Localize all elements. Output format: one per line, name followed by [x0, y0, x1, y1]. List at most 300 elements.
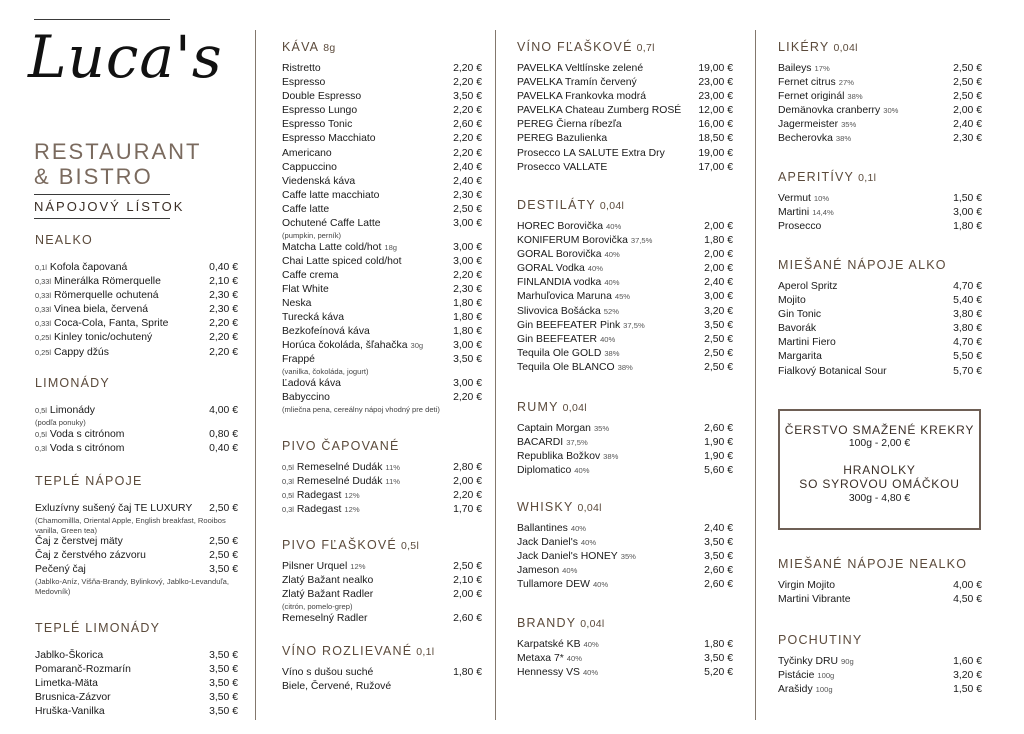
menu-item-name-wrap: [35, 705, 105, 719]
menu-item-name-wrap: [282, 503, 360, 517]
menu-item-price: 3,00 €: [453, 255, 482, 267]
section-title: [35, 231, 238, 249]
section-teple-napoje: [35, 472, 238, 596]
menu-item: [282, 189, 482, 203]
menu-item-name: Prosecco LA SALUTE Extra Dry: [517, 147, 665, 159]
menu-item-detail: 38%: [847, 92, 863, 102]
menu-item: [35, 442, 238, 456]
menu-item: [778, 365, 982, 379]
section-title: [282, 38, 482, 56]
menu-item-detail: 45%: [614, 292, 631, 302]
menu-item-name-wrap: [778, 294, 806, 308]
menu-item-price: 2,50 €: [953, 91, 982, 103]
menu-item-name: Ristretto: [282, 63, 321, 74]
menu-item: [282, 118, 482, 132]
menu-item-name: Coca-Cola, Fanta, Sprite: [54, 318, 169, 330]
menu-item-name: Bezkofeínová káva: [282, 326, 370, 338]
menu-item-name: BACARDI: [517, 437, 564, 449]
menu-item-price: 3,00 €: [453, 241, 482, 253]
menu-item-price: 5,60 €: [704, 465, 733, 477]
menu-item: [35, 261, 238, 275]
section-title: [35, 619, 238, 637]
menu-item-price: 3,00 €: [453, 218, 482, 230]
section-title-text: DESTILÁTY: [517, 198, 596, 212]
menu-item-name: Gin BEEFEATER Pink: [517, 319, 621, 331]
menu-item-detail: 27%: [838, 78, 854, 88]
section-aperitivy: [778, 168, 982, 234]
menu-item-name-wrap: [517, 276, 620, 290]
menu-item-name: Baileys: [778, 63, 812, 74]
menu-item: [778, 350, 982, 364]
menu-item-name: Vinea biela, červená: [54, 304, 148, 316]
menu-item: [778, 76, 982, 90]
menu-item-name: Tullamore DEW: [517, 579, 590, 591]
section-title-text: PIVO FĽAŠKOVÉ: [282, 538, 397, 552]
menu-item: [778, 118, 982, 132]
menu-item-name: Fernet originál: [778, 91, 845, 103]
menu-item-detail: 35%: [841, 120, 857, 130]
section-title-text: NEALKO: [35, 233, 93, 247]
menu-item-name-wrap: [35, 535, 123, 549]
menu-item-name-wrap: [282, 339, 423, 353]
menu-item-price: 3,50 €: [704, 653, 733, 665]
section-volume: 0,04l: [580, 618, 605, 630]
menu-item-name: Espresso: [282, 77, 326, 89]
section-pivo-flaskove: [282, 536, 482, 626]
section-title: [778, 631, 982, 649]
menu-item-name: Ľadová káva: [282, 377, 341, 389]
menu-item-name-wrap: [282, 612, 367, 626]
menu-item-note: (pumpkin, perník): [282, 231, 342, 241]
menu-item-detail: 40%: [582, 668, 599, 678]
menu-item-name: Frappé: [282, 354, 315, 366]
menu-item-detail: 40%: [600, 334, 616, 344]
section-title-text: KÁVA: [282, 40, 320, 54]
menu-item-name: Metaxa 7*: [517, 653, 564, 665]
menu-item-name-wrap: [517, 104, 681, 118]
menu-item-note: (Chamomillla, Oriental Apple, English breakfast, Rooibos vanilla, Green tea): [35, 516, 226, 535]
section-title-text: MIEŠANÉ NÁPOJE ALKO: [778, 258, 947, 272]
menu-item: [282, 161, 482, 175]
menu-item: [778, 655, 982, 669]
menu-item: [35, 549, 238, 563]
section-title-text: PIVO ČAPOVANÉ: [282, 439, 400, 453]
menu-item-detail: 38%: [617, 362, 633, 372]
section-volume: 0,5l: [400, 540, 420, 552]
menu-item-name: Jack Daniel's: [517, 537, 578, 549]
menu-item-name-wrap: [282, 574, 373, 588]
menu-item-name-wrap: [778, 62, 830, 76]
menu-item-price: 2,20 €: [453, 133, 482, 145]
menu-item-name-wrap: [778, 132, 851, 146]
logo-script-name: Luca's: [28, 23, 223, 91]
logo-bistro: & BISTRO: [34, 164, 153, 189]
menu-item-name-wrap: [282, 132, 376, 146]
menu-item-price: 2,60 €: [704, 579, 733, 591]
menu-item-price: 2,20 €: [209, 332, 238, 344]
menu-item-name: Turecká káva: [282, 312, 344, 323]
special-crackers-price: 100g - 2,00 €: [848, 438, 911, 449]
menu-item-price: 1,70 €: [453, 504, 482, 516]
menu-item-price: 2,60 €: [453, 612, 482, 624]
menu-item-name-wrap: [282, 680, 391, 694]
menu-item-price: 2,30 €: [453, 189, 482, 201]
menu-item-price: 3,50 €: [209, 650, 238, 661]
section-title: [35, 472, 238, 490]
menu-item-name-wrap: [517, 536, 596, 550]
menu-item-price: 2,20 €: [453, 147, 482, 159]
menu-item-price: 1,80 €: [953, 221, 982, 233]
menu-item-price: 0,40 €: [209, 442, 238, 454]
menu-item-name: Römerquelle ochutená: [54, 290, 159, 302]
menu-item-name: Chai Latte spiced cold/hot: [282, 255, 402, 267]
menu-item-name-wrap: [35, 303, 148, 317]
menu-item-price: 23,00 €: [698, 91, 733, 103]
menu-item: [517, 290, 733, 304]
menu-item-name-wrap: [517, 436, 588, 450]
menu-item-price: 3,50 €: [704, 319, 733, 331]
menu-item-name: Martini: [778, 207, 810, 219]
menu-item-name: Horúca čokoláda, šľahačka: [282, 340, 408, 352]
menu-item-price: 4,00 €: [953, 580, 982, 591]
menu-item-price: 2,50 €: [704, 361, 733, 373]
menu-item-price: 2,00 €: [453, 476, 482, 488]
menu-item-name-wrap: [517, 90, 646, 104]
section-volume: 0,1l: [416, 646, 435, 658]
menu-item-price: 2,00 €: [453, 589, 482, 601]
menu-item-price: 3,00 €: [953, 207, 982, 219]
menu-item-name: Vermut: [778, 193, 811, 204]
logo-restaurant: RESTAURANT: [34, 139, 202, 164]
menu-item-price: 2,20 €: [209, 318, 238, 330]
menu-item-name: Fialkový Botanical Sour: [778, 365, 887, 377]
menu-item-detail: 35%: [593, 424, 610, 433]
column-divider-3: [755, 30, 756, 720]
menu-item: [282, 90, 482, 104]
menu-item-name: Bavorák: [778, 323, 817, 335]
menu-item-volume: 0,33l: [35, 277, 52, 287]
section-title-text: BRANDY: [517, 616, 577, 630]
menu-item-detail: 40%: [592, 580, 609, 590]
menu-item-price: 1,80 €: [704, 235, 733, 247]
menu-item-name-wrap: [517, 248, 620, 262]
menu-item-name-wrap: [778, 593, 851, 607]
menu-item: [282, 241, 482, 255]
menu-item: [282, 76, 482, 90]
menu-item: [517, 347, 733, 361]
menu-item: [35, 677, 238, 691]
menu-item-name: Caffe latte: [282, 203, 330, 215]
menu-item-name-wrap: [35, 331, 152, 345]
menu-item-name: Hruška-Vanilka: [35, 706, 105, 718]
menu-item-price: 5,20 €: [704, 667, 733, 679]
menu-item-name: Espresso Tonic: [282, 119, 353, 131]
menu-item: [282, 104, 482, 118]
menu-item-price: 0,40 €: [209, 262, 238, 273]
menu-item-price: 4,70 €: [953, 281, 982, 292]
menu-item-name: Cappuccino: [282, 161, 337, 173]
menu-item: [778, 192, 982, 206]
menu-item-name: GORAL Vodka: [517, 263, 585, 275]
menu-item-price: 3,00 €: [704, 291, 733, 303]
menu-item-volume: 0,33l: [35, 291, 52, 301]
menu-item-detail: 40%: [574, 466, 590, 476]
menu-item-price: 2,30 €: [453, 283, 482, 295]
menu-item: [282, 297, 482, 311]
menu-item-name-wrap: [282, 283, 329, 297]
menu-item-name: PEREG Bazulienka: [517, 133, 608, 145]
menu-item-volume: 0,25l: [35, 347, 52, 357]
menu-item-name-wrap: [517, 147, 665, 161]
menu-item: [778, 593, 982, 607]
menu-item-price: 12,00 €: [698, 105, 733, 117]
menu-item: [778, 104, 982, 118]
menu-item: [282, 503, 482, 517]
menu-item-name: Prosecco: [778, 221, 822, 233]
menu-item-name: Kinley tonic/ochutený: [54, 332, 153, 344]
menu-item-name-wrap: [282, 203, 329, 217]
menu-item-name-wrap: [517, 550, 636, 564]
special-crackers-title: ČERSTVO SMAŽENÉ KREKRY: [784, 423, 975, 437]
menu-item: [35, 303, 238, 317]
menu-item: [517, 62, 733, 76]
special-fries-price: 300g - 4,80 €: [848, 493, 911, 504]
menu-item-name-wrap: [282, 560, 365, 574]
menu-item: [282, 203, 482, 217]
menu-item-note: (podľa ponuky): [35, 418, 86, 428]
menu-item-name: Ochutené Caffe Latte: [282, 218, 381, 230]
menu-item-volume: 0,3l: [282, 505, 294, 515]
section-title-text: VÍNO ROZLIEVANÉ: [282, 644, 413, 658]
menu-item: [517, 90, 733, 104]
menu-item-name-wrap: [517, 76, 637, 90]
menu-item-name: Babyccino: [282, 391, 330, 403]
menu-item-price: 23,00 €: [698, 77, 733, 89]
menu-item-note: (Jablko-Aníz, Višňa-Brandy, Bylinkový, Jablko-Levanduľa, Medovník): [35, 577, 229, 596]
menu-item-name-wrap: [517, 220, 621, 234]
menu-item-price: 2,00 €: [953, 105, 982, 117]
menu-item: [517, 422, 733, 436]
menu-item-price: 19,00 €: [698, 147, 733, 159]
menu-item-volume: 0,5l: [282, 463, 294, 472]
menu-item-name-wrap: [35, 442, 124, 456]
menu-item-name: Jack Daniel's HONEY: [517, 551, 618, 563]
section-title-text: APERITÍVY: [778, 170, 855, 184]
menu-item-name-wrap: [282, 118, 352, 132]
menu-item: [282, 489, 482, 503]
menu-item-detail: 38%: [835, 134, 852, 144]
menu-item-name-wrap: [517, 234, 652, 248]
menu-item: [517, 536, 733, 550]
menu-item-name: Limonády: [49, 405, 95, 416]
menu-item-name-wrap: [35, 404, 95, 418]
menu-item-volume: 0,5l: [282, 491, 294, 501]
menu-item-price: 5,40 €: [953, 295, 982, 307]
section-brandy: [517, 614, 733, 680]
menu-item-price: 2,50 €: [953, 63, 982, 74]
menu-item-name: Double Espresso: [282, 91, 362, 103]
menu-item-name-wrap: [35, 428, 124, 442]
section-title: [778, 38, 982, 56]
menu-item-name: Tyčinky DRU: [778, 656, 839, 667]
menu-item-name-wrap: [35, 649, 103, 663]
menu-item-detail: 90g: [841, 657, 854, 666]
menu-item-note: (vanilka, čokoláda, jogurt): [282, 367, 369, 377]
menu-item-name-wrap: [778, 90, 863, 104]
menu-item: [282, 574, 482, 588]
section-teple-limonady: [35, 619, 238, 719]
menu-item-price: 1,50 €: [953, 684, 982, 696]
menu-item-detail: 37,5%: [630, 236, 653, 246]
menu-item-detail: 100g: [815, 685, 833, 695]
menu-item-price: 2,40 €: [704, 277, 733, 289]
menu-item: [35, 289, 238, 303]
menu-item: [517, 578, 733, 592]
menu-item-name-wrap: [778, 322, 816, 336]
section-miesane-alko: [778, 256, 982, 379]
menu-item-name-wrap: [517, 564, 577, 578]
menu-item-note: (mliečna pena, cereálny nápoj vhodný pre deti): [282, 404, 440, 414]
menu-item: [778, 683, 982, 697]
special-fries-title: HRANOLKY: [843, 463, 916, 477]
menu-item-name: Captain Morgan: [517, 423, 591, 434]
menu-item-detail: 38%: [604, 348, 620, 358]
menu-item-price: 19,00 €: [698, 63, 733, 74]
menu-item-name: Aperol Spritz: [778, 281, 838, 292]
menu-item: [282, 147, 482, 161]
menu-item-name: PAVELKA Veltlínske zelené: [517, 63, 644, 74]
section-title-text: MIEŠANÉ NÁPOJE NEALKO: [778, 557, 968, 571]
menu-item-name-wrap: [282, 255, 402, 269]
menu-item-name-wrap: [282, 189, 379, 203]
menu-item-name-wrap: [282, 62, 321, 76]
menu-item-price: 1,80 €: [453, 667, 482, 678]
menu-item: [517, 276, 733, 290]
menu-item-name-wrap: [778, 192, 829, 206]
menu-item-name-wrap: [517, 464, 590, 478]
menu-item-name-wrap: [35, 677, 98, 691]
menu-item: [517, 550, 733, 564]
section-title: [778, 168, 982, 186]
menu-item-name: Demänovka cranberry: [778, 105, 881, 117]
menu-item-name: PAVELKA Tramín červený: [517, 77, 637, 89]
menu-item-name-wrap: [517, 450, 618, 464]
menu-item-name: Minerálka Römerquelle: [54, 276, 161, 288]
menu-item: [35, 535, 238, 549]
menu-item: [282, 353, 482, 367]
menu-item-price: 2,20 €: [453, 269, 482, 281]
menu-item-price: 2,10 €: [209, 276, 238, 288]
menu-item-detail: 35%: [620, 552, 636, 562]
menu-item-name-wrap: [778, 76, 854, 90]
menu-item: [517, 436, 733, 450]
section-title: [778, 256, 982, 274]
menu-item: [517, 161, 733, 175]
menu-item-name: Margarita: [778, 351, 822, 363]
menu-item-name: Espresso Lungo: [282, 105, 358, 117]
menu-item-price: 3,50 €: [209, 692, 238, 704]
menu-item-price: 2,40 €: [953, 119, 982, 131]
section-rumy: [517, 398, 733, 478]
section-title: [282, 536, 482, 554]
menu-item-name: GORAL Borovička: [517, 249, 602, 261]
menu-item-detail: 11%: [385, 477, 401, 487]
section-title-text: TEPLÉ LIMONÁDY: [35, 621, 161, 635]
menu-item-price: 2,60 €: [704, 423, 733, 434]
menu-item-price: 2,40 €: [453, 175, 482, 187]
menu-item-name: Jablko-Škorica: [35, 650, 104, 661]
section-vino-rozlievane: [282, 642, 482, 694]
menu-item: [282, 311, 482, 325]
menu-item-name-wrap: [282, 147, 332, 161]
section-title-text: POCHUTINY: [778, 633, 863, 647]
section-volume: 0,7l: [636, 42, 655, 54]
menu-item-name: Viedenská káva: [282, 175, 356, 187]
menu-item-price: 3,00 €: [453, 340, 482, 352]
menu-item-price: 1,90 €: [704, 437, 733, 449]
menu-item-name: Pečený čaj: [35, 564, 86, 576]
menu-item-price: 2,00 €: [704, 263, 733, 275]
section-title: [282, 642, 482, 660]
section-title-text: VÍNO FĽAŠKOVÉ: [517, 40, 633, 54]
menu-item-price: 3,50 €: [704, 551, 733, 563]
menu-item: [778, 579, 982, 593]
menu-item-detail: 40%: [583, 640, 599, 649]
menu-item-detail: 40%: [587, 264, 603, 274]
menu-item-name-wrap: [282, 325, 370, 339]
menu-item: [517, 76, 733, 90]
menu-item-name: Radegast: [296, 504, 342, 516]
menu-item-name-wrap: [282, 311, 344, 325]
menu-item-volume: 0,25l: [35, 333, 52, 343]
menu-item: [517, 234, 733, 248]
section-title: [282, 437, 482, 455]
menu-item-detail: 17%: [814, 64, 830, 73]
menu-item-volume: 0,33l: [35, 319, 52, 329]
menu-item: [35, 275, 238, 289]
menu-item: [778, 90, 982, 104]
menu-item: [282, 325, 482, 339]
menu-item-detail: 40%: [606, 222, 622, 231]
special-fries-subtitle: SO SYROVOU OMÁČKOU: [799, 477, 960, 491]
menu-item-detail: 37,5%: [566, 438, 588, 448]
menu-item-name: Cappy džús: [54, 346, 109, 358]
section-title-text: WHISKY: [517, 500, 574, 514]
menu-item: [778, 62, 982, 76]
menu-item: [282, 475, 482, 489]
menu-item-price: 1,80 €: [453, 297, 482, 309]
menu-item-name-wrap: [517, 118, 622, 132]
menu-item-name: Neska: [282, 297, 312, 309]
menu-item-detail: 30g: [410, 341, 424, 351]
menu-item-name-wrap: [778, 683, 833, 697]
menu-item-name: Pistácie: [778, 670, 815, 682]
section-volume: 0,04l: [562, 402, 587, 414]
menu-item-name-wrap: [282, 588, 373, 602]
menu-item-name-wrap: [778, 104, 898, 118]
menu-item-name: Hennessy VS: [517, 667, 580, 679]
menu-item-name: Exluzívny sušený čaj TE LUXURY: [35, 503, 193, 514]
menu-item-price: 2,40 €: [453, 161, 482, 173]
menu-subtitle: NÁPOJOVÝ LÍSTOK: [34, 199, 185, 214]
menu-item-name: Remeselné Dudák: [296, 476, 383, 488]
menu-item-name-wrap: [282, 90, 361, 104]
menu-item-detail: 100g: [817, 671, 835, 681]
menu-item-name: Fernet citrus: [778, 77, 836, 89]
menu-item: [35, 691, 238, 705]
menu-item-price: 1,80 €: [453, 326, 482, 338]
menu-item-detail: 40%: [562, 566, 578, 576]
